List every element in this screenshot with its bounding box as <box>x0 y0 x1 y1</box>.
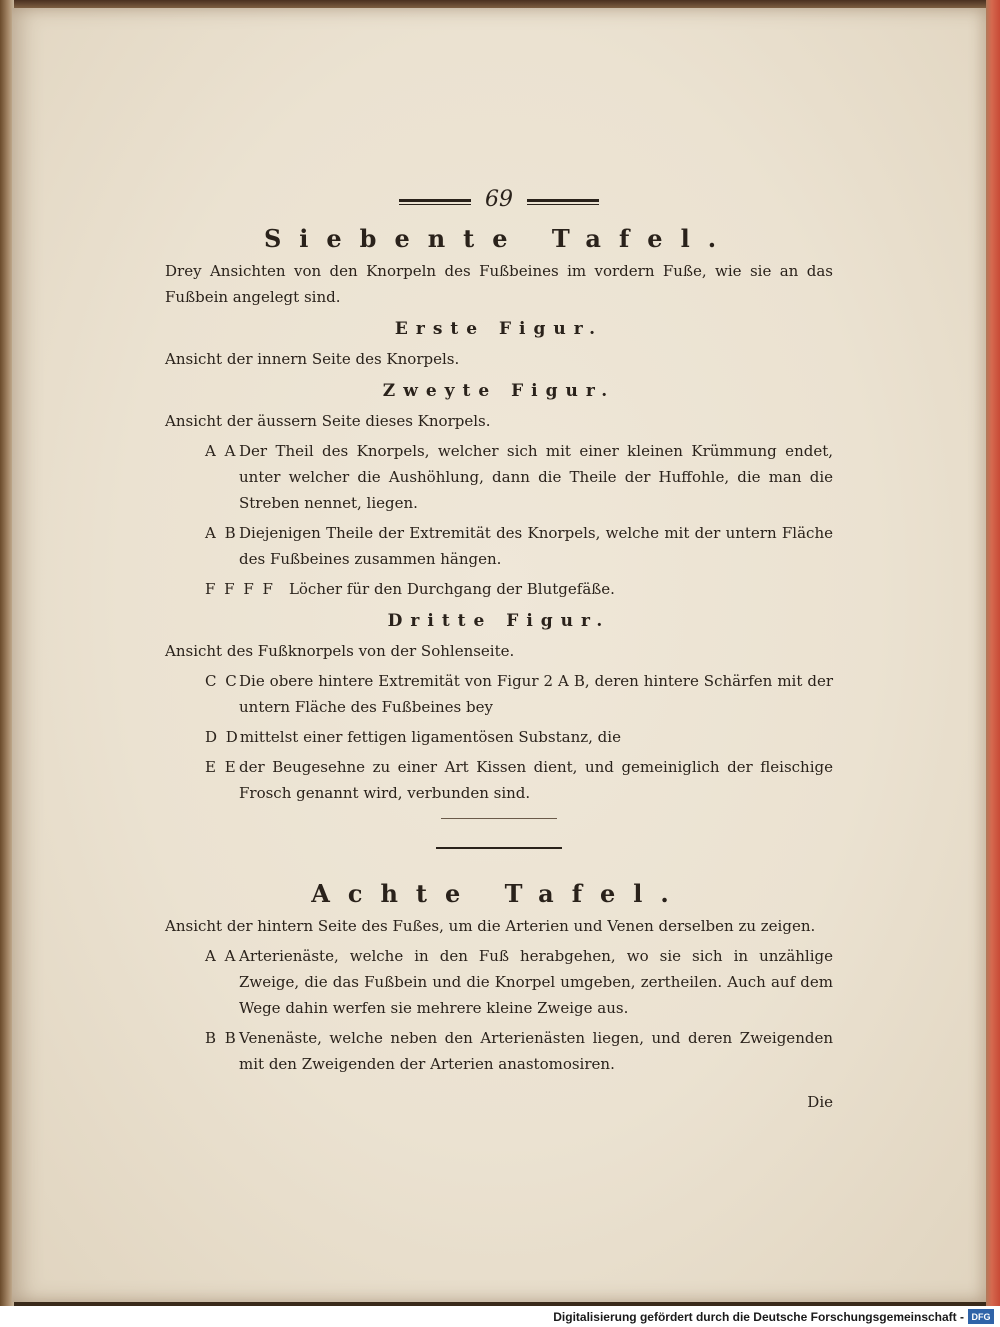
legend-entry <box>165 438 833 516</box>
legend-text: der Beugesehne zu einer Art Kissen dient, und gemeiniglich der fleischige Frosch genannt wird, verbunden sind. <box>239 758 833 802</box>
figure-description: Ansicht der äussern Seite dieses Knorpels. <box>165 412 491 430</box>
legend-entry <box>165 754 833 806</box>
legend-text: Löcher für den Durchgang der Blutgefäße. <box>288 580 615 598</box>
section-intro: Drey Ansichten von den Knorpeln des Fußbeines im vordern Fuße, wie sie an das Fußbein angelegt sind. <box>165 262 833 306</box>
legend-entry <box>165 520 833 572</box>
section-intro: Ansicht der hintern Seite des Fußes, um die Arterien und Venen derselben zu zeigen. <box>165 917 816 935</box>
legend-label: B B <box>205 1029 238 1047</box>
book-cover-right <box>986 0 1000 1306</box>
header-rule-right <box>527 199 599 202</box>
legend-text: Der Theil des Knorpels, welcher sich mit einer kleinen Krümmung endet, unter welcher die Aushöhlung, dann die Theile der Huffohle, die man die Streben nennet, liegen. <box>239 442 833 512</box>
legend-label: D D <box>205 728 240 746</box>
legend-label: A A <box>205 947 238 965</box>
funding-credit: Digitalisierung gefördert durch die Deutsche Forschungsgemeinschaft - <box>553 1310 964 1324</box>
page-content <box>165 180 833 1115</box>
legend-label: C C <box>205 672 239 690</box>
figure-description: Ansicht der innern Seite des Knorpels. <box>165 350 460 368</box>
page-number: 69 <box>485 187 513 212</box>
legend-entry <box>165 576 833 602</box>
legend-text: Die obere hintere Extremität von Figur 2 A B, deren hintere Schärfen mit der untern Fläche des Fußbeines bey <box>239 672 833 716</box>
legend-entry <box>165 943 833 1021</box>
footer-bar <box>0 1306 1000 1327</box>
legend-label: E E <box>205 758 238 776</box>
legend-label: A A <box>205 442 238 460</box>
figure-title-zweyte: Zweyte Figur. <box>382 381 616 401</box>
section-title-siebente-tafel: Siebente Tafel. <box>263 224 735 253</box>
legend-entry <box>165 668 833 720</box>
legend-text: Venenäste, welche neben den Arterienästen liegen, und deren Zweigenden mit den Zweigenden der Arterien anastomosiren. <box>239 1029 833 1073</box>
end-rule <box>441 818 557 819</box>
page-header <box>165 180 833 220</box>
header-rule-left <box>399 199 471 202</box>
figure-title-erste: Erste Figur. <box>394 319 604 339</box>
figure-description: Ansicht des Fußknorpels von der Sohlenseite. <box>165 642 515 660</box>
legend-entry <box>165 724 833 750</box>
section-title-achte-tafel: Achte Tafel. <box>311 879 687 908</box>
legend-label: A B <box>205 524 238 542</box>
section-separator <box>436 847 562 849</box>
legend-label: F F F F <box>205 580 275 598</box>
legend-text: Arterienäste, welche in den Fuß herabgehen, wo sie sich in unzählige Zweige, die das Fußbein und die Knorpel umgeben, zertheilen. Auch auf dem Wege dahin werfen sie mehrere kleine Zweige aus. <box>239 947 833 1017</box>
figure-title-dritte: Dritte Figur. <box>387 611 611 631</box>
catchword: Die <box>807 1093 833 1111</box>
dfg-logo-icon: DFG <box>968 1309 994 1324</box>
legend-text: Diejenigen Theile der Extremität des Knorpels, welche mit der untern Fläche des Fußbeines zusammen hängen. <box>239 524 833 568</box>
legend-entry <box>165 1025 833 1077</box>
legend-text: mittelst einer fettigen ligamentösen Substanz, die <box>239 728 621 746</box>
